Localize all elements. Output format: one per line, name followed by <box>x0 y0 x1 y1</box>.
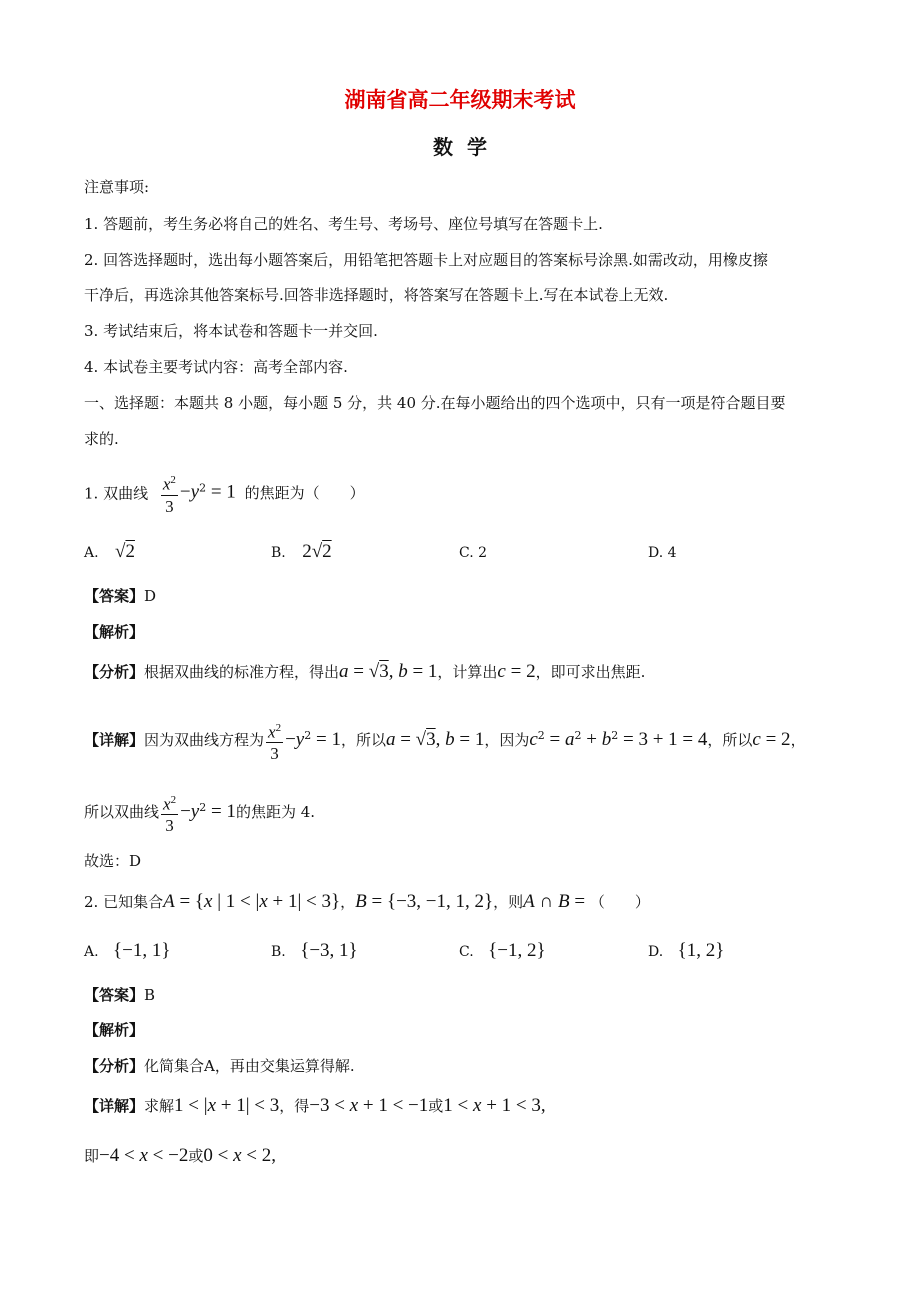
q1-option-d: D. 4 <box>648 545 677 561</box>
q1-prefix: 1. 双曲线 <box>84 484 149 503</box>
q2-option-d: D. {1, 2} <box>648 940 725 961</box>
notes-heading: 注意事项: <box>84 178 150 196</box>
q2-answer: 【答案】B <box>84 986 156 1004</box>
q1-choice: 故选：D <box>84 852 142 870</box>
q1-xiangjie: 【详解】因为双曲线方程为 $\frac{x^2}{3}$ $-y^2 = 1$，所以a = √3, b = 1，因为$c^2 = a^2 + b^2 = 3 + 1 = 4$，所以c = 2， <box>84 716 806 764</box>
q1-option-a: A. √2 <box>84 541 135 562</box>
q1-stem <box>84 470 365 517</box>
q2-stem: 2. 已知集合A = {x | 1 < |x + 1| < 3}，B = {−3, −1, 1, 2}，则A ∩ B = （ ） <box>84 891 650 912</box>
q2-analysis-label: 【解析】 <box>84 1021 145 1039</box>
q2-option-b: B. {−3, 1} <box>271 940 358 961</box>
section1-line2: 求的. <box>84 430 119 448</box>
q2-fenxi: 【分析】化简集合A，再由交集运算得解. <box>84 1057 355 1075</box>
note-2a: 2. 回答选择题时，选出每小题答案后，用铅笔把答题卡上对应题目的答案标号涂黑.如需改动，用橡皮擦 <box>84 251 768 269</box>
note-1: 1. 答题前，考生务必将自己的姓名、考生号、考场号、座位号填写在答题卡上. <box>84 215 603 233</box>
note-4: 4. 本试卷主要考试内容：高考全部内容. <box>84 358 348 376</box>
q1-equation: $\frac{x^2}{3}$ $-y^2 = 1$ <box>159 470 236 517</box>
note-2b: 干净后，再选涂其他答案标号.回答非选择题时，将答案写在答题卡上.写在本试卷上无效. <box>84 286 669 304</box>
q1-analysis-label: 【解析】 <box>84 623 145 641</box>
exam-title: 湖南省高二年级期末考试 <box>344 87 576 112</box>
q2-solution: 即−4 < x < −2或0 < x < 2, <box>84 1145 276 1166</box>
section1-line1: 一、选择题：本题共 8 小题，每小题 5 分，共 40 分.在每小题给出的四个选项中，只有一项是符合题目要 <box>84 394 786 412</box>
q1-xiangjie-2: 所以双曲线 $\frac{x^2}{3}$ $-y^2 = 1$的焦距为 4. <box>84 788 315 836</box>
q1-option-c: C. 2 <box>459 545 488 561</box>
q1-fenxi: 【分析】根据双曲线的标准方程，得出a = √3, b = 1，计算出c = 2，即可求出焦距. <box>84 661 646 682</box>
subject-title: 数 学 <box>433 135 487 159</box>
note-3: 3. 考试结束后，将本试卷和答题卡一并交回. <box>84 322 378 340</box>
q1-suffix: 的焦距为（ ） <box>244 484 365 503</box>
q2-option-c: C. {−1, 2} <box>459 940 546 961</box>
q1-answer: 【答案】D <box>84 587 157 605</box>
q2-option-a: A. {−1, 1} <box>84 940 171 961</box>
q2-xiangjie: 【详解】求解1 < |x + 1| < 3，得−3 < x + 1 < −1或1 < x + 1 < 3, <box>84 1095 546 1116</box>
q1-option-b: B. 2√2 <box>271 541 332 562</box>
